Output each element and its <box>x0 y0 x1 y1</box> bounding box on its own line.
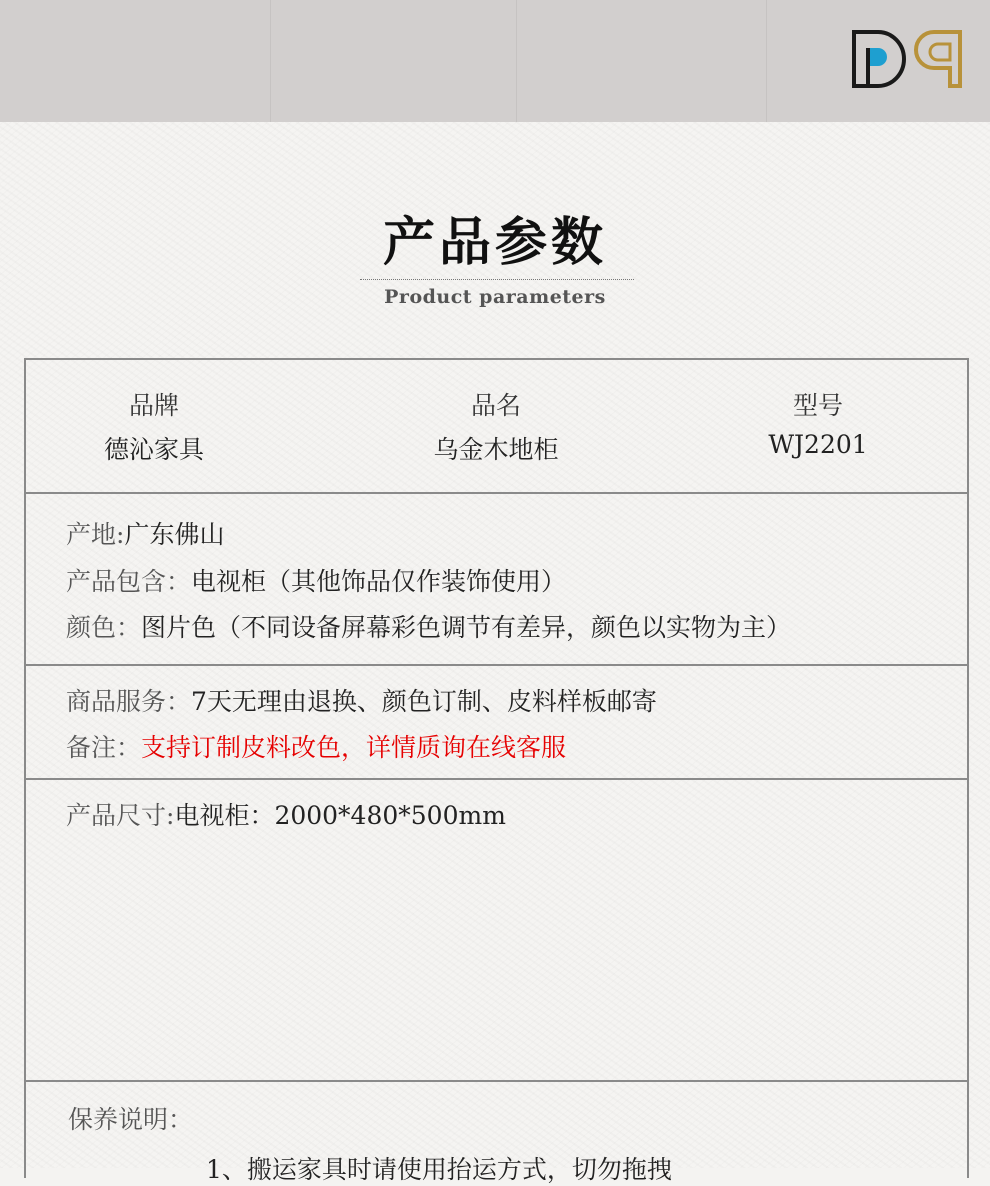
table-divider <box>26 492 967 494</box>
header-banner <box>0 0 990 122</box>
model-value: WJ2201 <box>768 430 868 459</box>
title-divider <box>360 279 634 280</box>
origin-line <box>66 515 224 551</box>
model-label: 型号 <box>792 391 843 420</box>
color-label: 颜色： <box>66 613 142 642</box>
care-label: 保养说明： <box>68 1105 194 1134</box>
color-line <box>66 608 791 644</box>
header-divider <box>766 0 767 122</box>
contents-value: 电视柜（其他饰品仅作装饰使用） <box>191 567 567 596</box>
product-name-value: 乌金木地柜 <box>433 435 559 464</box>
color-value: 图片色（不同设备屏幕彩色调节有差异，颜色以实物为主） <box>141 613 792 642</box>
header-divider <box>516 0 517 122</box>
table-divider <box>26 1080 967 1082</box>
care-item: 1、搬运家具时请使用抬运方式，切勿拖拽 <box>206 1155 672 1184</box>
product-name-label: 品名 <box>470 391 521 420</box>
contents-label: 产品包含： <box>66 567 192 596</box>
service-value: 7天无理由退换、颜色订制、皮料样板邮寄 <box>191 687 657 716</box>
size-value: 电视柜：2000*480*500mm <box>174 801 506 830</box>
origin-value: 广东佛山 <box>124 520 225 549</box>
page-subtitle: Product parameters <box>384 286 606 308</box>
brand-value: 德沁家具 <box>103 435 204 464</box>
note-value: 支持订制皮料改色，详情质询在线客服 <box>141 733 567 762</box>
brand-logo-icon <box>850 28 965 90</box>
note-label: 备注： <box>66 733 142 762</box>
table-divider <box>26 778 967 780</box>
origin-label: 产地: <box>66 520 125 549</box>
size-line <box>66 796 506 832</box>
service-label: 商品服务： <box>66 687 192 716</box>
brand-label: 品牌 <box>128 391 179 420</box>
header-divider <box>270 0 271 122</box>
service-line <box>66 682 657 718</box>
size-label: 产品尺寸: <box>66 801 175 830</box>
contents-line <box>66 562 566 598</box>
parameter-table <box>24 358 969 1184</box>
note-line <box>66 728 566 764</box>
page-title: 产品参数 <box>382 213 607 273</box>
table-divider <box>26 664 967 666</box>
